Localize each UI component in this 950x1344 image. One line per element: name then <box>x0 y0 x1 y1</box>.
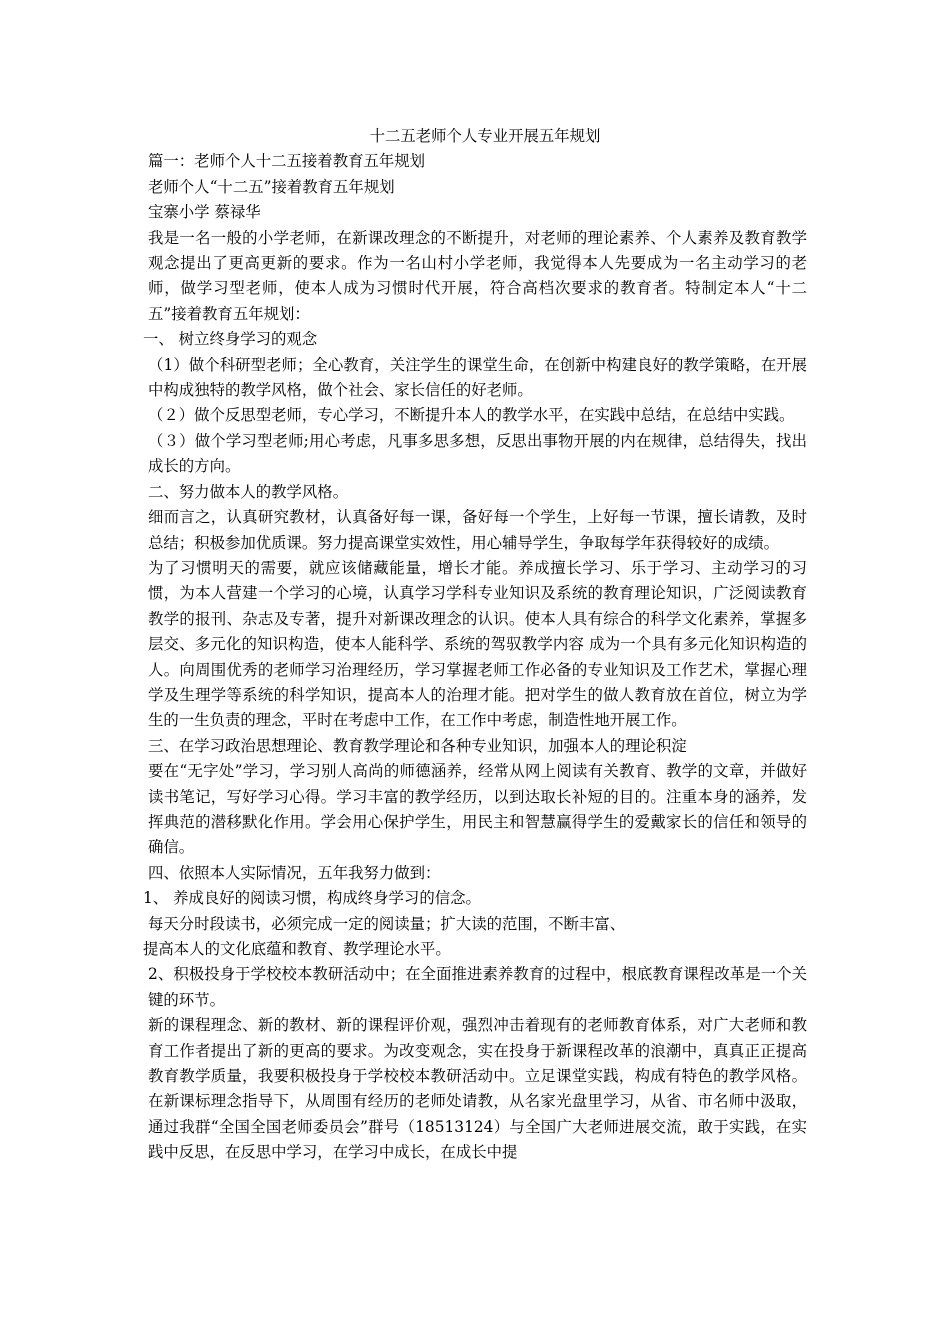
document-page <box>143 124 807 1166</box>
heading-section-2: 二、努力做本人的教学风格。 <box>148 482 349 501</box>
document-title: 十二五老师个人专业开展五年规划 <box>369 127 601 145</box>
heading-section-4: 四、依照本人实际情况，五年我努力做到： <box>148 863 441 882</box>
paragraph-section-3: 要在“无字处”学习，学习别人高尚的师德涵养，经常从网上阅读有关教育、教学的文章，并做好读书笔记，写好学习心得。学习丰富的教学经历，以到达取长补短的目的。注重本身的涵养，发挥典范的潜移默化作用。学会用心保护学生，用民主和智慧赢得学生的爱戴家长的信任和领导的确信。 <box>148 762 807 857</box>
paragraph-point-2-a: 新的课程理念、新的教材、新的课程评价观，强烈冲击着现有的老师教育体系，对广大老师和教育工作者提出了新的更高的要求。为改变观念，实在投身于新课程改革的浪潮中，真真正正提高教育教学质量，我要积极投身于学校校本教研活动中。立足课堂实践，构成有特色的教学风格。在新课标理念指导下，从周围有经历的老师处请教，从名家光盘里学习，从省、市名师中汲取，通过我群“全国全国老师委员会”群号（18513124）与全国广大老师进展交流，敢于实践，在实践中反思，在反思中学习，在学习中成长，在成长中提 <box>148 1016 807 1162</box>
paragraph-subtitle-2: 老师个人“十二五”接着教育五年规划 <box>148 177 395 196</box>
paragraph-point-1-b: 提高本人的文化底蕴和教育、教学理论水平。 <box>143 940 451 958</box>
heading-section-1: 一、 树立终身学习的观念 <box>143 330 318 349</box>
heading-section-3: 三、在学习政治思想理论、教育教学理论和各种专业知识，加强本人的理论积淀 <box>148 736 687 755</box>
paragraph-subtitle-1: 篇一：老师个人十二五接着教育五年规划 <box>148 152 426 171</box>
paragraph-section-2-b: 为了习惯明天的需要，就应该储藏能量，增长才能。养成擅长学习、乐于学习、主动学习的习惯，为本人营建一个学习的心境，认真学习学科专业知识及系统的教育理论知识，广泛阅读教育教学的报刊、杂志及专著，提升对新课改理念的认识。使本人具有综合的科学文化素养，掌握多层交、多元化的知识构造，使本人能科学、系统的驾驭教学内容 成为一个具有多元化知识构造的人。向周围优秀的老师学习治理经历，学习掌握老师工作必备的专业知识及工作艺术，掌握心理学及生理学等系统的科学知识，提高本人的治理才能。把对学生的做人教育放在首位，树立为学生的一生负责的理念，平时在考虑中工作，在工作中考虑，制造性地开展工作。 <box>148 558 807 730</box>
paragraph-item-2: （２）做个反思型老师，专心学习，不断提升本人的教学水平，在实践中总结，在总结中实践。 <box>148 406 795 425</box>
paragraph-author: 宝寨小学 蔡禄华 <box>148 203 261 222</box>
paragraph-intro: 我是一名一般的小学老师，在新课改理念的不断提升，对老师的理论素养、个人素养及教育教学观念提出了更高更新的要求。作为一名山村小学老师，我觉得本人先要成为一名主动学习的老师，做学习型老师，使本人成为习惯时代开展，符合高档次要求的教育者。特制定本人“十二五”接着教育五年规划： <box>148 228 807 323</box>
paragraph-point-2: 2、积极投身于学校校本教研活动中；在全面推进素养教育的过程中，根底教育课程改革是一个关键的环节。 <box>148 965 807 1009</box>
paragraph-point-1-a: 每天分时段读书，必须完成一定的阅读量；扩大读的范围，不断丰富、 <box>148 914 626 933</box>
paragraph-item-1: （1）做个科研型老师；全心教育，关注学生的课堂生命，在创新中构建良好的教学策略，在开展中构成独特的教学风格，做个社会、家长信任的好老师。 <box>148 355 807 400</box>
paragraph-point-1: 1、 养成良好的阅读习惯，构成终身学习的信念。 <box>143 889 481 908</box>
paragraph-section-2-a: 细而言之，认真研究教材，认真备好每一课，备好每一个学生，上好每一节课，擅长请教，及时总结；积极参加优质课。努力提高课堂实效性，用心辅导学生，争取每学年获得较好的成绩。 <box>148 508 807 552</box>
paragraph-item-3: （３）做个学习型老师;用心考虑，凡事多思多想，反思出事物开展的内在规律，总结得失，找出成长的方向。 <box>148 431 807 476</box>
